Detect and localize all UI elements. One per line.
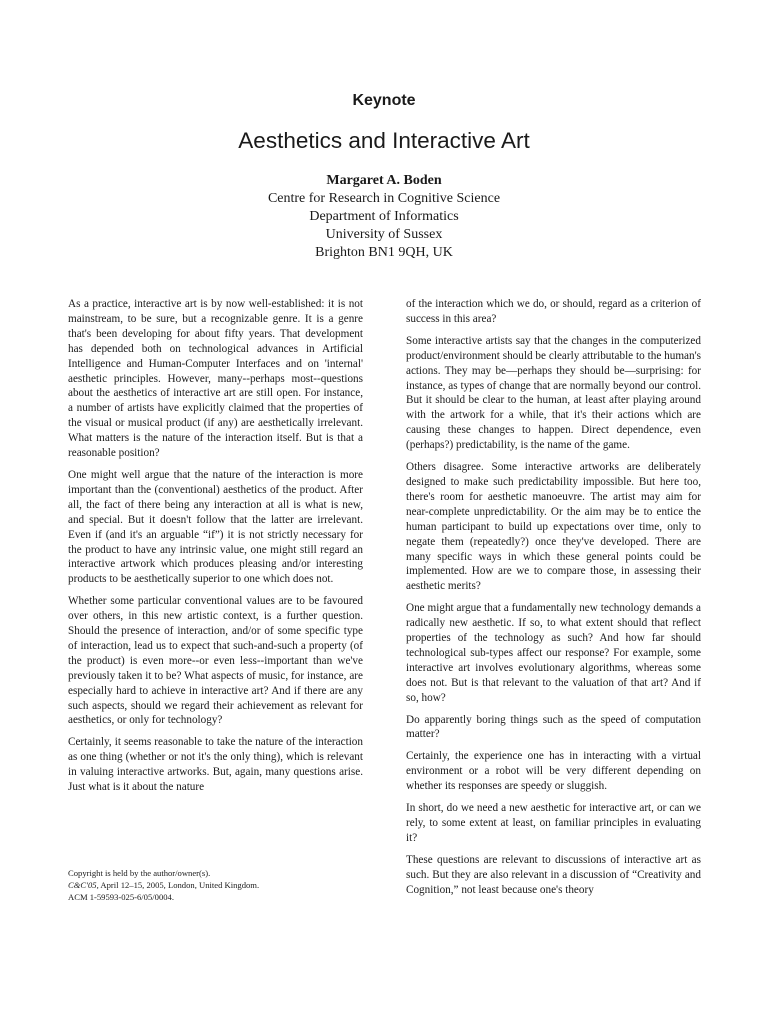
body-paragraph: Do apparently boring things such as the speed of computation matter? (406, 713, 701, 741)
body-paragraph: Whether some particular conventional values are to be favoured over others, in this new artistic context, is a further question. Should the presence of interaction, and/or of some specific type of interaction, lead us to expect that such-and-such a property (of the product) is even more--or even less--important than we've previously taken it to be? What aspects of music, for instance, are especially hard to achieve in interactive art? And if there are any such aspects, should we regard their achievement as relevant for aesthetics, or only for technology? (68, 595, 363, 727)
body-paragraph: One might argue that a fundamentally new technology demands a radically new aesthetic. If so, to what extent should that reflect properties of the technology as such? And how far should technological sub-types affect our response? For example, some interactive art involves evolutionary algorithms, whereas some does not. But is that relevant to the valuation of that art? And if so, how? (406, 602, 701, 704)
right-column (406, 297, 701, 905)
author-name: Margaret A. Boden (326, 173, 442, 188)
affiliation-line: Centre for Research in Cognitive Science (267, 191, 501, 206)
body-paragraph: Certainly, it seems reasonable to take the nature of the interaction as one thing (whether or not it's the only thing), which is relevant in valuing interactive artworks. But, again, many questions arise. Just what is it about the nature (68, 736, 363, 794)
copyright-line: Copyright is held by the author/owner(s). (68, 868, 211, 878)
acm-id-line: ACM 1-59593-025-6/05/0004. (68, 892, 174, 902)
paper-title: Aesthetics and Interactive Art (238, 128, 530, 153)
affiliation-line: Department of Informatics (309, 209, 459, 224)
affiliation-line: Brighton BN1 9QH, UK (315, 245, 453, 260)
body-paragraph: Some interactive artists say that the changes in the computerized product/environment should be clearly attributable to the human's actions. They may be—perhaps they should be—surprising: for instance, as types of change that are normally beyond our control. But it should be clear to the human, at least after playing around with the artwork for a while, that it's their actions which are causing these changes to happen. Direct dependence, even (perhaps?) predictability, is the name of the game. (406, 334, 701, 452)
body-paragraph: Certainly, the experience one has in interacting with a virtual environment or a robot will be very different depending on whether its responses are speedy or sluggish. (406, 750, 701, 793)
body-paragraph: In short, do we need a new aesthetic for interactive art, or can we rely, to some extent at least, on familiar principles in evaluating it? (406, 802, 701, 844)
left-column (68, 297, 363, 802)
author-block (0, 172, 768, 262)
section-label: Keynote (352, 92, 416, 109)
affiliation-line: University of Sussex (325, 227, 443, 242)
body-paragraph: As a practice, interactive art is by now well-established: it is not mainstream, to be sure, but a recognizable genre. It is a genre that's been developing for about fifty years. That development has depended both on technological advances in Artificial Intelligence and Human-Computer Interfaces and on 'internal' aesthetic principles. However, many--perhaps most--questions about the aesthetics of interactive art are still open. For instance, a number of artists have explicitly claimed that the properties of the visual or musical product (if any) are aesthetically irrelevant. What matters is the nature of the interaction itself. But is that a reasonable position? (68, 298, 363, 460)
body-paragraph: Others disagree. Some interactive artworks are deliberately designed to make such predictability impossible. But here too, there's room for aesthetic manoeuvre. The artist may aim for near-complete unpredictability. Or the aim may be to entice the human participant to build up expectations over time, only to negate them (repeatedly?) once they've developed. There are many specific ways in which these general points could be implemented. How are we to compare those, in assessing their aesthetic merits? (406, 461, 701, 593)
body-paragraph: One might well argue that the nature of the interaction is more important than the (conventional) aesthetics of the product. After all, the fact of there being any interaction at all is what is new, and special. But it doesn't follow that the latter are irrelevant. Even if (and it's an arguable “if”) it is not strictly necessary for the product to have any intrinsic value, one might still regard an interactive artwork which produces pleasing and/or interesting products to be aesthetically superior to one which does not. (68, 468, 363, 586)
copyright-notice (68, 867, 363, 903)
venue-details: April 12–15, 2005, London, United Kingdom. (98, 880, 260, 890)
venue-line (68, 879, 363, 891)
venue-name: C&C'05, (68, 880, 99, 890)
body-paragraph: These questions are relevant to discussions of interactive art as such. But they are also relevant in a discussion of “Creativity and Cognition,” not least because one's theory (406, 853, 701, 896)
body-paragraph: of the interaction which we do, or should, regard as a criterion of success in this area? (406, 298, 701, 325)
